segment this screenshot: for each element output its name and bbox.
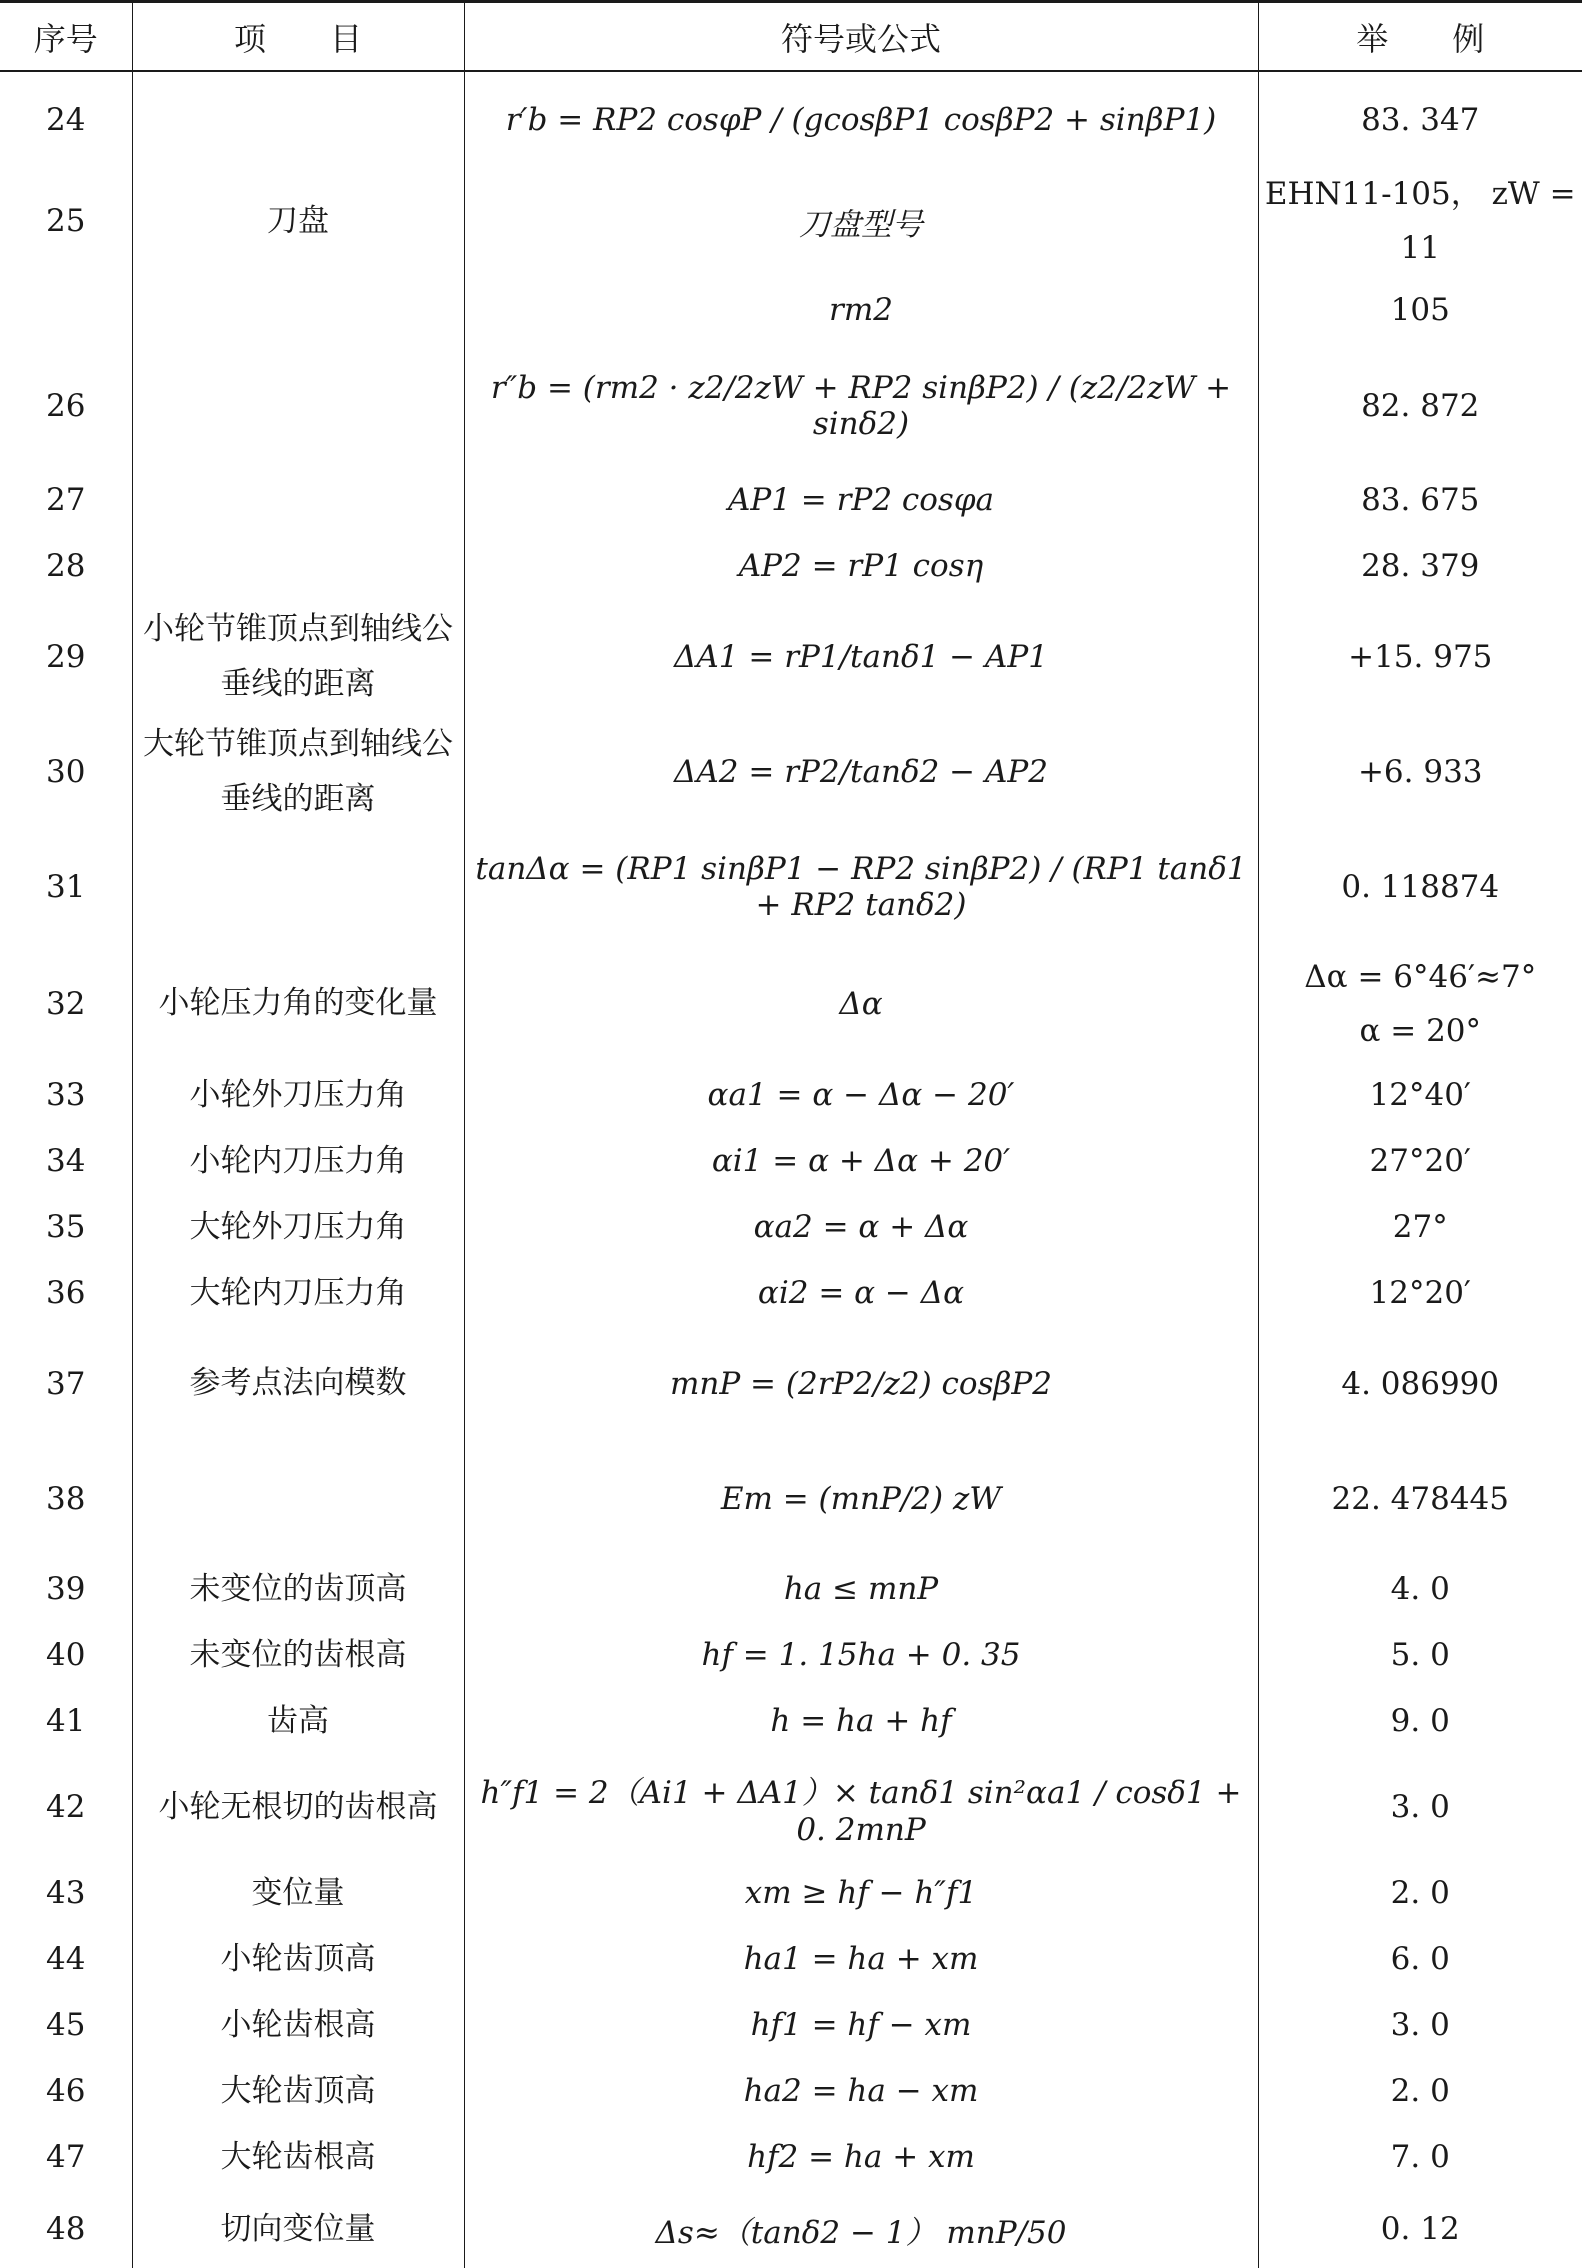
row-item (132, 1194, 464, 1260)
row-formula: αi2 = α − Δα (464, 1260, 1258, 1326)
row-number: 26 (0, 345, 132, 467)
table-row (0, 275, 1582, 345)
row-example (1258, 1556, 1582, 1622)
row-number: 36 (0, 1260, 132, 1326)
row-number: 28 (0, 533, 132, 599)
table-header (0, 2, 1582, 72)
table-row (0, 1441, 1582, 1556)
row-example (1258, 2058, 1582, 2124)
table-row (0, 945, 1582, 1062)
row-formula: r″b = (rm2 · z2/2zW + RP2 sinβP2) / (z2/2zW + sinδ2) (464, 345, 1258, 467)
table-row (0, 345, 1582, 467)
header-no: 序号 (0, 2, 132, 72)
row-example-value: 3. 0 (1390, 1789, 1450, 1825)
row-item-label: 未变位的齿顶高 (189, 1570, 407, 1607)
row-item (132, 1992, 464, 2058)
row-formula: r′b = RP2 cosφP / (gcosβP1 cosβP2 + sinβP1) (464, 71, 1258, 167)
row-item-label: 小轮内刀压力角 (189, 1142, 407, 1179)
table-row (0, 599, 1582, 714)
row-formula: xm ≥ hf − h″f1 (464, 1860, 1258, 1926)
row-number: 33 (0, 1062, 132, 1128)
table-row (0, 1194, 1582, 1260)
row-formula: AP2 = rP1 cosη (464, 533, 1258, 599)
row-item (132, 71, 464, 167)
row-example-value: 7. 0 (1390, 2139, 1450, 2175)
row-item-label: 未变位的齿根高 (189, 1636, 407, 1673)
row-formula: ΔA2 = rP2/tanδ2 − AP2 (464, 714, 1258, 829)
row-example (1258, 1260, 1582, 1326)
row-example-value: 105 (1390, 292, 1450, 328)
row-item (132, 599, 464, 714)
row-formula: hf = 1. 15ha + 0. 35 (464, 1622, 1258, 1688)
header-formula: 符号或公式 (464, 2, 1258, 72)
row-example (1258, 599, 1582, 714)
table-row (0, 1860, 1582, 1926)
row-number: 46 (0, 2058, 132, 2124)
row-example-value: 27°20′ (1369, 1143, 1471, 1179)
row-item (132, 1128, 464, 1194)
row-item-label: 大轮内刀压力角 (189, 1274, 407, 1311)
row-item (132, 1062, 464, 1128)
row-example-value: 3. 0 (1390, 2007, 1450, 2043)
row-formula: Em = (mnP/2) zW (464, 1441, 1258, 1556)
row-item-label: 大轮齿根高 (220, 2138, 376, 2175)
row-item (132, 1688, 464, 1754)
row-formula: αi1 = α + Δα + 20′ (464, 1128, 1258, 1194)
row-formula: ΔA1 = rP1/tanδ1 − AP1 (464, 599, 1258, 714)
row-number: 48 (0, 2190, 132, 2268)
table-row (0, 2190, 1582, 2268)
row-example (1258, 714, 1582, 829)
table-row (0, 2124, 1582, 2190)
row-item (132, 345, 464, 467)
row-example-value: 6. 0 (1390, 1941, 1450, 1977)
row-item (132, 1441, 464, 1556)
row-example-value: 2. 0 (1390, 2073, 1450, 2109)
row-item (132, 2190, 464, 2268)
row-number: 39 (0, 1556, 132, 1622)
row-number: 27 (0, 467, 132, 533)
row-number: 30 (0, 714, 132, 829)
row-example (1258, 533, 1582, 599)
table-row (0, 1260, 1582, 1326)
row-example-value: 4. 0 (1390, 1571, 1450, 1607)
row-formula: Δs≈（tanδ2 − 1） mnP/50 (464, 2190, 1258, 2268)
row-number: 29 (0, 599, 132, 714)
row-formula: αa1 = α − Δα − 20′ (464, 1062, 1258, 1128)
row-item (132, 714, 464, 829)
row-example (1258, 275, 1582, 345)
row-formula: αa2 = α + Δα (464, 1194, 1258, 1260)
row-item (132, 1622, 464, 1688)
row-formula: ha2 = ha − xm (464, 2058, 1258, 2124)
table-row (0, 1062, 1582, 1128)
row-item (132, 2058, 464, 2124)
row-formula: rm2 (464, 275, 1258, 345)
row-formula: Δα (464, 945, 1258, 1062)
row-formula: AP1 = rP2 cosφa (464, 467, 1258, 533)
table-row (0, 714, 1582, 829)
row-item-label: 齿高 (267, 1702, 329, 1739)
row-example (1258, 71, 1582, 167)
row-example-value: +6. 933 (1357, 753, 1483, 790)
row-number: 44 (0, 1926, 132, 1992)
row-example-value: 2. 0 (1390, 1875, 1450, 1911)
table-row (0, 1926, 1582, 1992)
row-number: 37 (0, 1326, 132, 1441)
row-example (1258, 1062, 1582, 1128)
row-number: 40 (0, 1622, 132, 1688)
row-example-value: 27° (1392, 1209, 1448, 1245)
row-item-label: 大轮齿顶高 (220, 2072, 376, 2109)
row-example (1258, 2190, 1582, 2268)
row-number: 42 (0, 1754, 132, 1860)
row-item-label: 大轮外刀压力角 (189, 1208, 407, 1245)
row-formula: hf1 = hf − xm (464, 1992, 1258, 2058)
row-formula: h″f1 = 2（Ai1 + ΔA1）× tanδ1 sin²αa1 / cosδ1 + 0. 2mnP (464, 1754, 1258, 1860)
row-number: 34 (0, 1128, 132, 1194)
row-example (1258, 1441, 1582, 1556)
row-formula: hf2 = ha + xm (464, 2124, 1258, 2190)
table-row (0, 829, 1582, 945)
row-number: 45 (0, 1992, 132, 2058)
row-example-value: 12°40′ (1369, 1077, 1471, 1113)
row-number: 41 (0, 1688, 132, 1754)
row-item (132, 533, 464, 599)
row-formula: 刀盘型号 (464, 167, 1258, 275)
row-formula: ha1 = ha + xm (464, 1926, 1258, 1992)
table-row (0, 1622, 1582, 1688)
table-row (0, 167, 1582, 275)
row-item (132, 1326, 464, 1441)
header-example: 举 例 (1258, 2, 1582, 72)
row-example-value: 4. 086990 (1341, 1365, 1500, 1402)
table-body (0, 71, 1582, 2268)
row-formula: tanΔα = (RP1 sinβP1 − RP2 sinβP2) / (RP1 tanδ1 + RP2 tanδ2) (464, 829, 1258, 945)
row-example (1258, 1128, 1582, 1194)
row-example (1258, 945, 1582, 1062)
table-row (0, 1992, 1582, 2058)
header-item: 项 目 (132, 2, 464, 72)
table-row (0, 1688, 1582, 1754)
row-item (132, 1926, 464, 1992)
row-item-label: 切向变位量 (220, 2210, 376, 2247)
row-item (132, 1260, 464, 1326)
table-row (0, 1556, 1582, 1622)
row-formula: ha ≤ mnP (464, 1556, 1258, 1622)
row-example-value: 22. 478445 (1331, 1480, 1509, 1517)
row-item-label: 刀盘 (267, 202, 329, 239)
row-example (1258, 1992, 1582, 2058)
row-item-label: 小轮外刀压力角 (189, 1076, 407, 1113)
row-number: 32 (0, 945, 132, 1062)
row-item (132, 1754, 464, 1860)
row-example-value: 9. 0 (1390, 1703, 1450, 1739)
row-example (1258, 1926, 1582, 1992)
row-item (132, 275, 464, 345)
row-example-value: 83. 347 (1361, 101, 1480, 138)
row-item-label: 参考点法向模数 (189, 1365, 407, 1401)
row-example (1258, 345, 1582, 467)
row-number: 43 (0, 1860, 132, 1926)
row-example-value: 83. 675 (1361, 482, 1480, 518)
row-item-label: 小轮节锥顶点到轴线公垂线的距离 (143, 610, 453, 702)
row-example (1258, 467, 1582, 533)
row-example (1258, 1622, 1582, 1688)
table-row (0, 2058, 1582, 2124)
row-item-label: 小轮无根切的齿根高 (158, 1788, 438, 1825)
row-item (132, 829, 464, 945)
row-example (1258, 829, 1582, 945)
row-example-value: 12°20′ (1369, 1275, 1471, 1311)
row-example (1258, 1860, 1582, 1926)
row-example (1258, 1688, 1582, 1754)
table-row (0, 1326, 1582, 1441)
row-number (0, 275, 132, 345)
row-example-value: 82. 872 (1361, 388, 1480, 424)
row-formula: h = ha + hf (464, 1688, 1258, 1754)
row-example-value-2: α = 20° (1359, 1012, 1482, 1049)
row-example (1258, 1194, 1582, 1260)
row-item-label: 变位量 (251, 1874, 345, 1911)
row-example (1258, 1326, 1582, 1441)
row-number: 38 (0, 1441, 132, 1556)
row-item-label: 小轮齿顶高 (220, 1940, 376, 1977)
row-example-value: +15. 975 (1348, 638, 1493, 675)
row-example (1258, 2124, 1582, 2190)
table-row (0, 533, 1582, 599)
row-item (132, 2124, 464, 2190)
table-row (0, 71, 1582, 167)
row-item (132, 167, 464, 275)
row-item-label: 小轮压力角的变化量 (158, 985, 438, 1021)
row-example-value: 0. 12 (1380, 2211, 1460, 2247)
row-number: 31 (0, 829, 132, 945)
row-example-value: 5. 0 (1390, 1637, 1450, 1673)
row-item-label: 小轮齿根高 (220, 2006, 376, 2043)
row-number: 35 (0, 1194, 132, 1260)
row-example (1258, 167, 1582, 275)
row-example-value: 28. 379 (1361, 548, 1480, 584)
row-item (132, 1556, 464, 1622)
row-formula: mnP = (2rP2/z2) cosβP2 (464, 1326, 1258, 1441)
row-item (132, 1860, 464, 1926)
row-number: 47 (0, 2124, 132, 2190)
row-number: 25 (0, 167, 132, 275)
table-row (0, 1128, 1582, 1194)
row-example-value: EHN11-105， zW = 11 (1264, 176, 1576, 266)
row-example-value: Δα = 6°46′≈7° (1304, 958, 1537, 995)
table-row (0, 467, 1582, 533)
row-example-value: 0. 118874 (1341, 869, 1500, 905)
row-example (1258, 1754, 1582, 1860)
row-item (132, 467, 464, 533)
table-row (0, 1754, 1582, 1860)
row-item (132, 945, 464, 1062)
row-item-label: 大轮节锥顶点到轴线公垂线的距离 (143, 725, 453, 817)
row-number: 24 (0, 71, 132, 167)
